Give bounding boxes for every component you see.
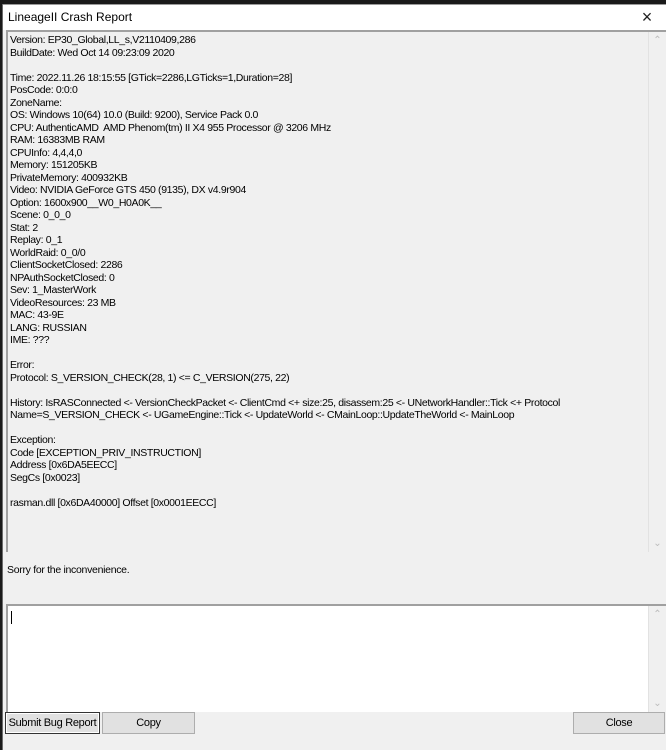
title-bar [3,4,666,30]
crash-report-text [10,34,646,549]
report-line: CPUInfo: 4,4,4,0 [10,146,83,159]
report-line: Address [0x6DA5EECC] [10,459,117,471]
report-line: Name=S_VERSION_CHECK <- UGameEngine::Tick <- UpdateWorld <- CMainLoop::UpdateTheWorld <- MainLoop [10,409,515,421]
report-line: Protocol: S_VERSION_CHECK(28, 1) <= C_VERSION(275, 22) [10,371,290,384]
report-line: Exception: [10,434,56,446]
report-line: Option: 1600x900__W0_H0A0K__ [10,196,162,209]
report-line: WorldRaid: 0_0/0 [10,246,86,259]
report-line: CPU: AuthenticAMD AMD Phenom(tm) II X4 955 Processor @ 3206 MHz [10,121,331,134]
report-line [10,422,646,435]
report-line: Memory: 151205KB [10,159,98,171]
report-line: ClientSocketClosed: 2286 [10,259,123,271]
copy-button[interactable]: Copy [102,712,195,734]
scroll-down-icon[interactable]: ⌄ [653,538,662,549]
report-line: PosCode: 0:0:0 [10,84,78,96]
report-line: SegCs [0x0023] [10,471,80,484]
report-line: LANG: RUSSIAN [10,321,87,334]
window-title: LineageII Crash Report [8,10,133,24]
close-button[interactable]: Close [573,712,665,734]
report-line: NPAuthSocketClosed: 0 [10,271,115,284]
report-line: Replay: 0_1 [10,234,63,246]
comment-box[interactable] [6,604,666,712]
crash-report-window [2,4,666,750]
crash-report-textbox[interactable] [6,30,666,552]
report-line: OS: Windows 10(64) 10.0 (Build: 9200), Service Pack 0.0 [10,109,259,121]
report-line [10,384,646,397]
report-line: MAC: 43-9E [10,309,64,321]
report-line: IME: ??? [10,334,50,346]
report-line: Video: NVIDIA GeForce GTS 450 (9135), DX v4.9r904 [10,184,246,196]
scroll-down-icon[interactable]: ⌄ [653,698,662,709]
report-line: VideoResources: 23 MB [10,296,116,309]
comment-scrollbar[interactable] [648,606,666,712]
scroll-up-icon[interactable]: ⌃ [653,35,662,46]
report-line [10,484,646,497]
report-line: Error: [10,359,35,371]
report-line: Stat: 2 [10,221,38,234]
report-line: Sev: 1_MasterWork [10,284,97,296]
report-line: RAM: 16383MB RAM [10,134,105,146]
scroll-up-icon[interactable]: ⌃ [653,609,662,620]
apology-message: Sorry for the inconvenience. [7,564,130,576]
report-line: ZoneName: [10,96,62,109]
text-caret [11,611,12,624]
report-line [10,347,646,360]
report-line: Scene: 0_0_0 [10,209,71,221]
close-icon[interactable]: × [641,7,653,27]
report-line: Code [EXCEPTION_PRIV_INSTRUCTION] [10,446,201,459]
report-line: rasman.dll [0x6DA40000] Offset [0x0001EECC] [10,496,216,509]
report-line: BuildDate: Wed Oct 14 09:23:09 2020 [10,46,175,59]
report-scrollbar[interactable] [648,32,666,552]
report-line [10,59,646,72]
report-line: Time: 2022.11.26 18:15:55 [GTick=2286,LGTicks=1,Duration=28] [10,71,293,84]
submit-bug-report-button[interactable]: Submit Bug Report [5,712,100,734]
report-line: History: IsRASConnected <- VersionCheckPacket <- ClientCmd <+ size:25, disassem:25 <- UNetworkHandler::Tick <+ Protocol [10,396,561,409]
comment-input[interactable] [8,606,654,714]
report-line: PrivateMemory: 400932KB [10,171,128,184]
report-line: Version: EP30_Global,LL_s,V2110409,286 [10,34,196,46]
